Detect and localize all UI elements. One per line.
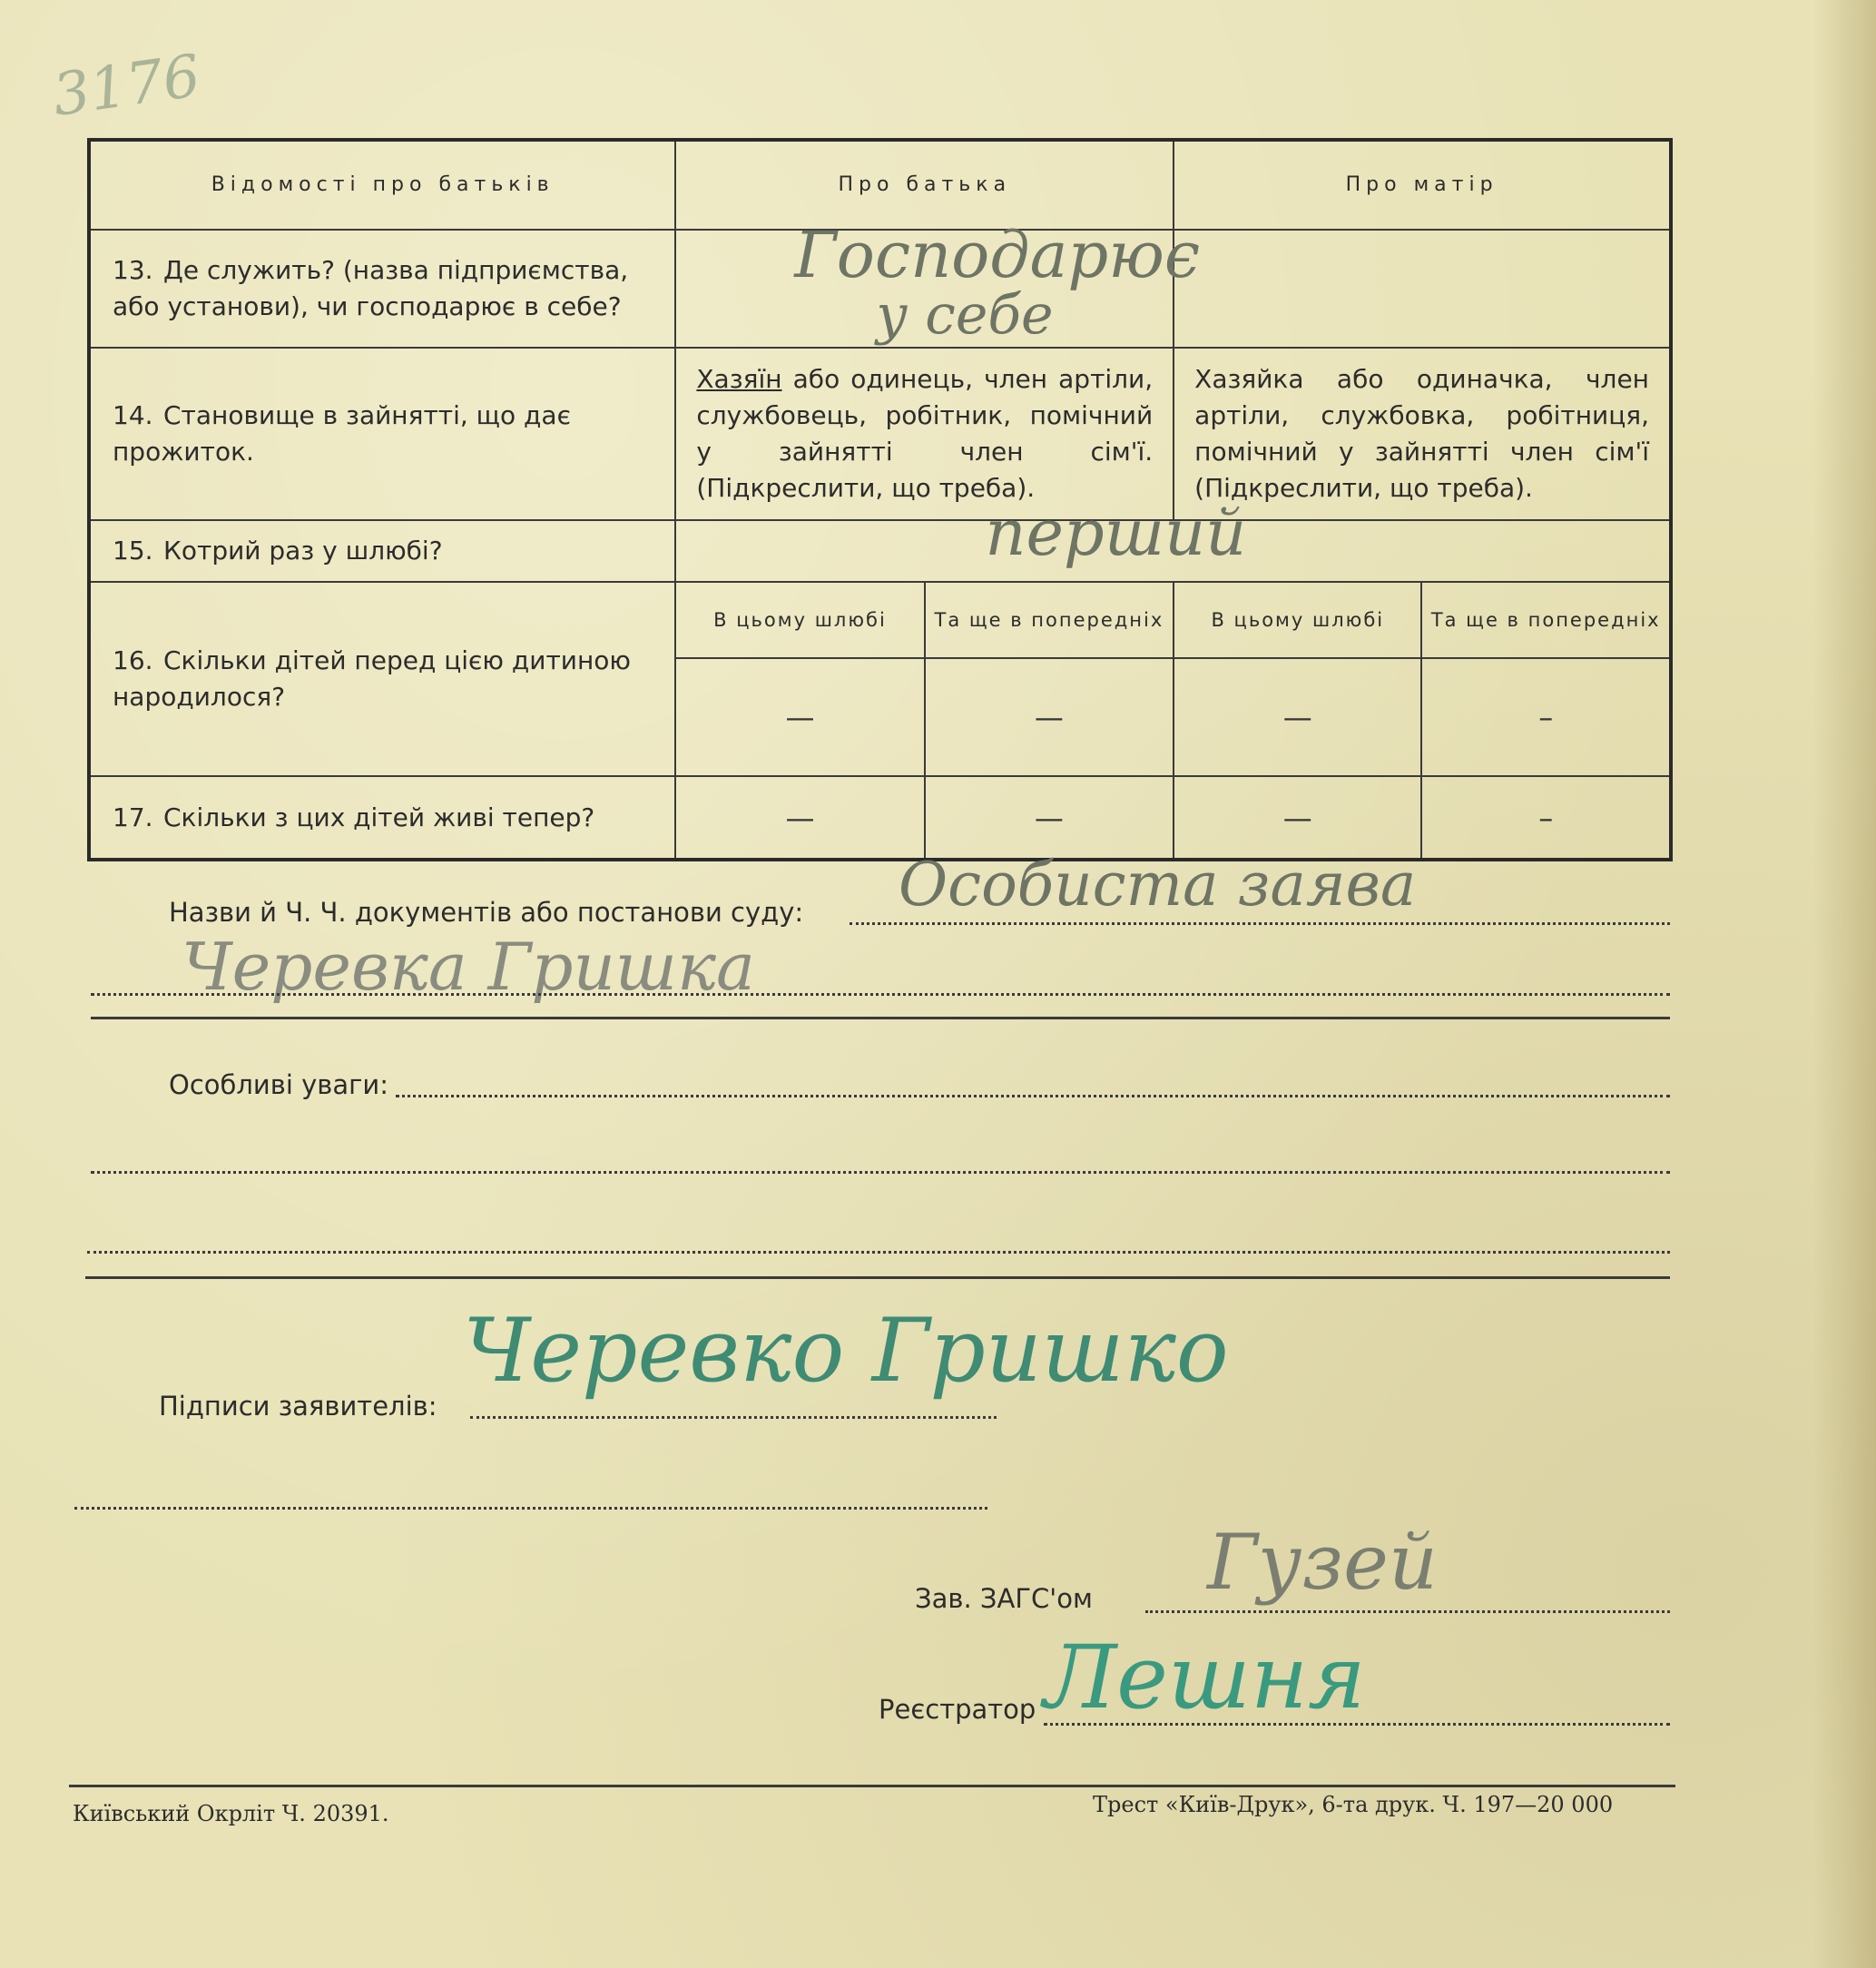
archive-number: 3176 <box>48 43 205 130</box>
question-number: 13. <box>113 255 153 285</box>
footer-printer-right: Трест «Київ-Друк», 6-та друк. Ч. 197—20 000 <box>1093 1792 1614 1817</box>
applicants-signature-label: Підписи заявителів: <box>159 1391 437 1422</box>
underlined-option: Хазяїн <box>696 364 782 394</box>
header-father: Про батька <box>675 140 1174 230</box>
table-header-row <box>89 140 1671 230</box>
applicants-handwritten-signature: Черевко Гришко <box>463 1300 1229 1402</box>
row-13 <box>89 230 1671 348</box>
handwritten-answer-2: у себе <box>876 283 1054 347</box>
value-17-father-this: — <box>675 776 924 860</box>
answer-14-father <box>675 348 1174 520</box>
applicants-dotted-line-2 <box>74 1507 987 1510</box>
handwritten-answer: Господарює <box>794 218 1201 292</box>
footer-printer-left: Київський Окрліт Ч. 20391. <box>73 1801 389 1826</box>
head-dotted-line <box>1145 1610 1670 1613</box>
head-handwritten-signature: Гузей <box>1207 1518 1438 1607</box>
notes-dotted-line-1 <box>396 1095 1670 1097</box>
question-text: Скільки з цих дітей живі тепер? <box>163 802 595 832</box>
question-16 <box>89 582 675 776</box>
header-mother: Про матір <box>1174 140 1671 230</box>
applicants-dotted-line <box>470 1416 997 1419</box>
notes-label: Особливі уваги: <box>169 1069 389 1100</box>
row-16-subheader <box>89 582 1671 658</box>
question-text: Становище в зайнятті, що дає прожиток. <box>113 400 571 467</box>
subheader-mother-previous: Та ще в попередніх <box>1421 582 1671 658</box>
question-text: Скільки дітей перед цією дитиною народилося? <box>113 645 631 712</box>
value-16-mother-prev: – <box>1421 658 1671 776</box>
subheader-father-this-marriage: В цьому шлюбі <box>675 582 924 658</box>
value-17-mother-prev: – <box>1421 776 1671 860</box>
value-17-mother-this: — <box>1174 776 1421 860</box>
question-17 <box>89 776 675 860</box>
handwritten-answer: перший <box>985 496 1247 570</box>
registrar-handwritten-signature: Лешня <box>1044 1627 1366 1728</box>
answer-13-mother <box>1174 230 1671 348</box>
subheader-father-previous: Та ще в попередніх <box>925 582 1174 658</box>
registrar-label: Реєстратор <box>879 1694 1036 1725</box>
documents-label: Назви й Ч. Ч. документів або постанови суду: <box>169 897 804 928</box>
answer-14-mother: Хазяйка або одиначка, член артіли, службовка, робітниця, помічний у зайнятті член сім'ї (Підкреслити, що треба). <box>1174 348 1671 520</box>
question-number: 15. <box>113 536 153 566</box>
row-15 <box>89 520 1671 582</box>
head-of-registry-label: Зав. ЗАГС'ом <box>915 1583 1093 1614</box>
page-edge-shadow <box>1812 0 1876 1968</box>
question-13 <box>89 230 675 348</box>
section-divider <box>91 1017 1670 1019</box>
section-divider-2 <box>85 1276 1670 1279</box>
question-14 <box>89 348 675 520</box>
notes-dotted-line-2 <box>91 1171 1670 1174</box>
subheader-mother-this-marriage: В цьому шлюбі <box>1174 582 1421 658</box>
answer-13-father <box>675 218 1201 348</box>
documents-dotted-line-2 <box>91 993 1670 996</box>
notes-dotted-line-3 <box>87 1251 1670 1254</box>
question-15 <box>89 520 675 582</box>
question-text: Де служить? (назва підприємства, або установи), чи господарює в себе? <box>113 255 629 321</box>
documents-handwritten-2: Черевка Гришка <box>182 929 755 1005</box>
question-number: 16. <box>113 645 153 675</box>
question-number: 17. <box>113 802 153 832</box>
value-17-father-prev: — <box>925 776 1174 860</box>
question-number: 14. <box>113 400 153 430</box>
documents-dotted-line <box>850 922 1670 925</box>
header-parents-info: Відомості про батьків <box>89 140 675 230</box>
row-17 <box>89 776 1671 860</box>
row-14 <box>89 348 1671 520</box>
options-text: або одинець, член артіли, службовець, робітник, помічний у зайнятті член сім'ї. (Підкреслити, що треба). <box>696 364 1154 503</box>
value-16-mother-this: — <box>1174 658 1421 776</box>
value-16-father-this: — <box>675 658 924 776</box>
value-16-father-prev: — <box>925 658 1174 776</box>
documents-handwritten-1: Особиста заява <box>899 850 1417 920</box>
parents-info-table <box>87 138 1673 861</box>
footer-rule <box>69 1785 1675 1787</box>
question-text: Котрий раз у шлюбі? <box>163 536 443 566</box>
answer-15 <box>675 496 1671 582</box>
